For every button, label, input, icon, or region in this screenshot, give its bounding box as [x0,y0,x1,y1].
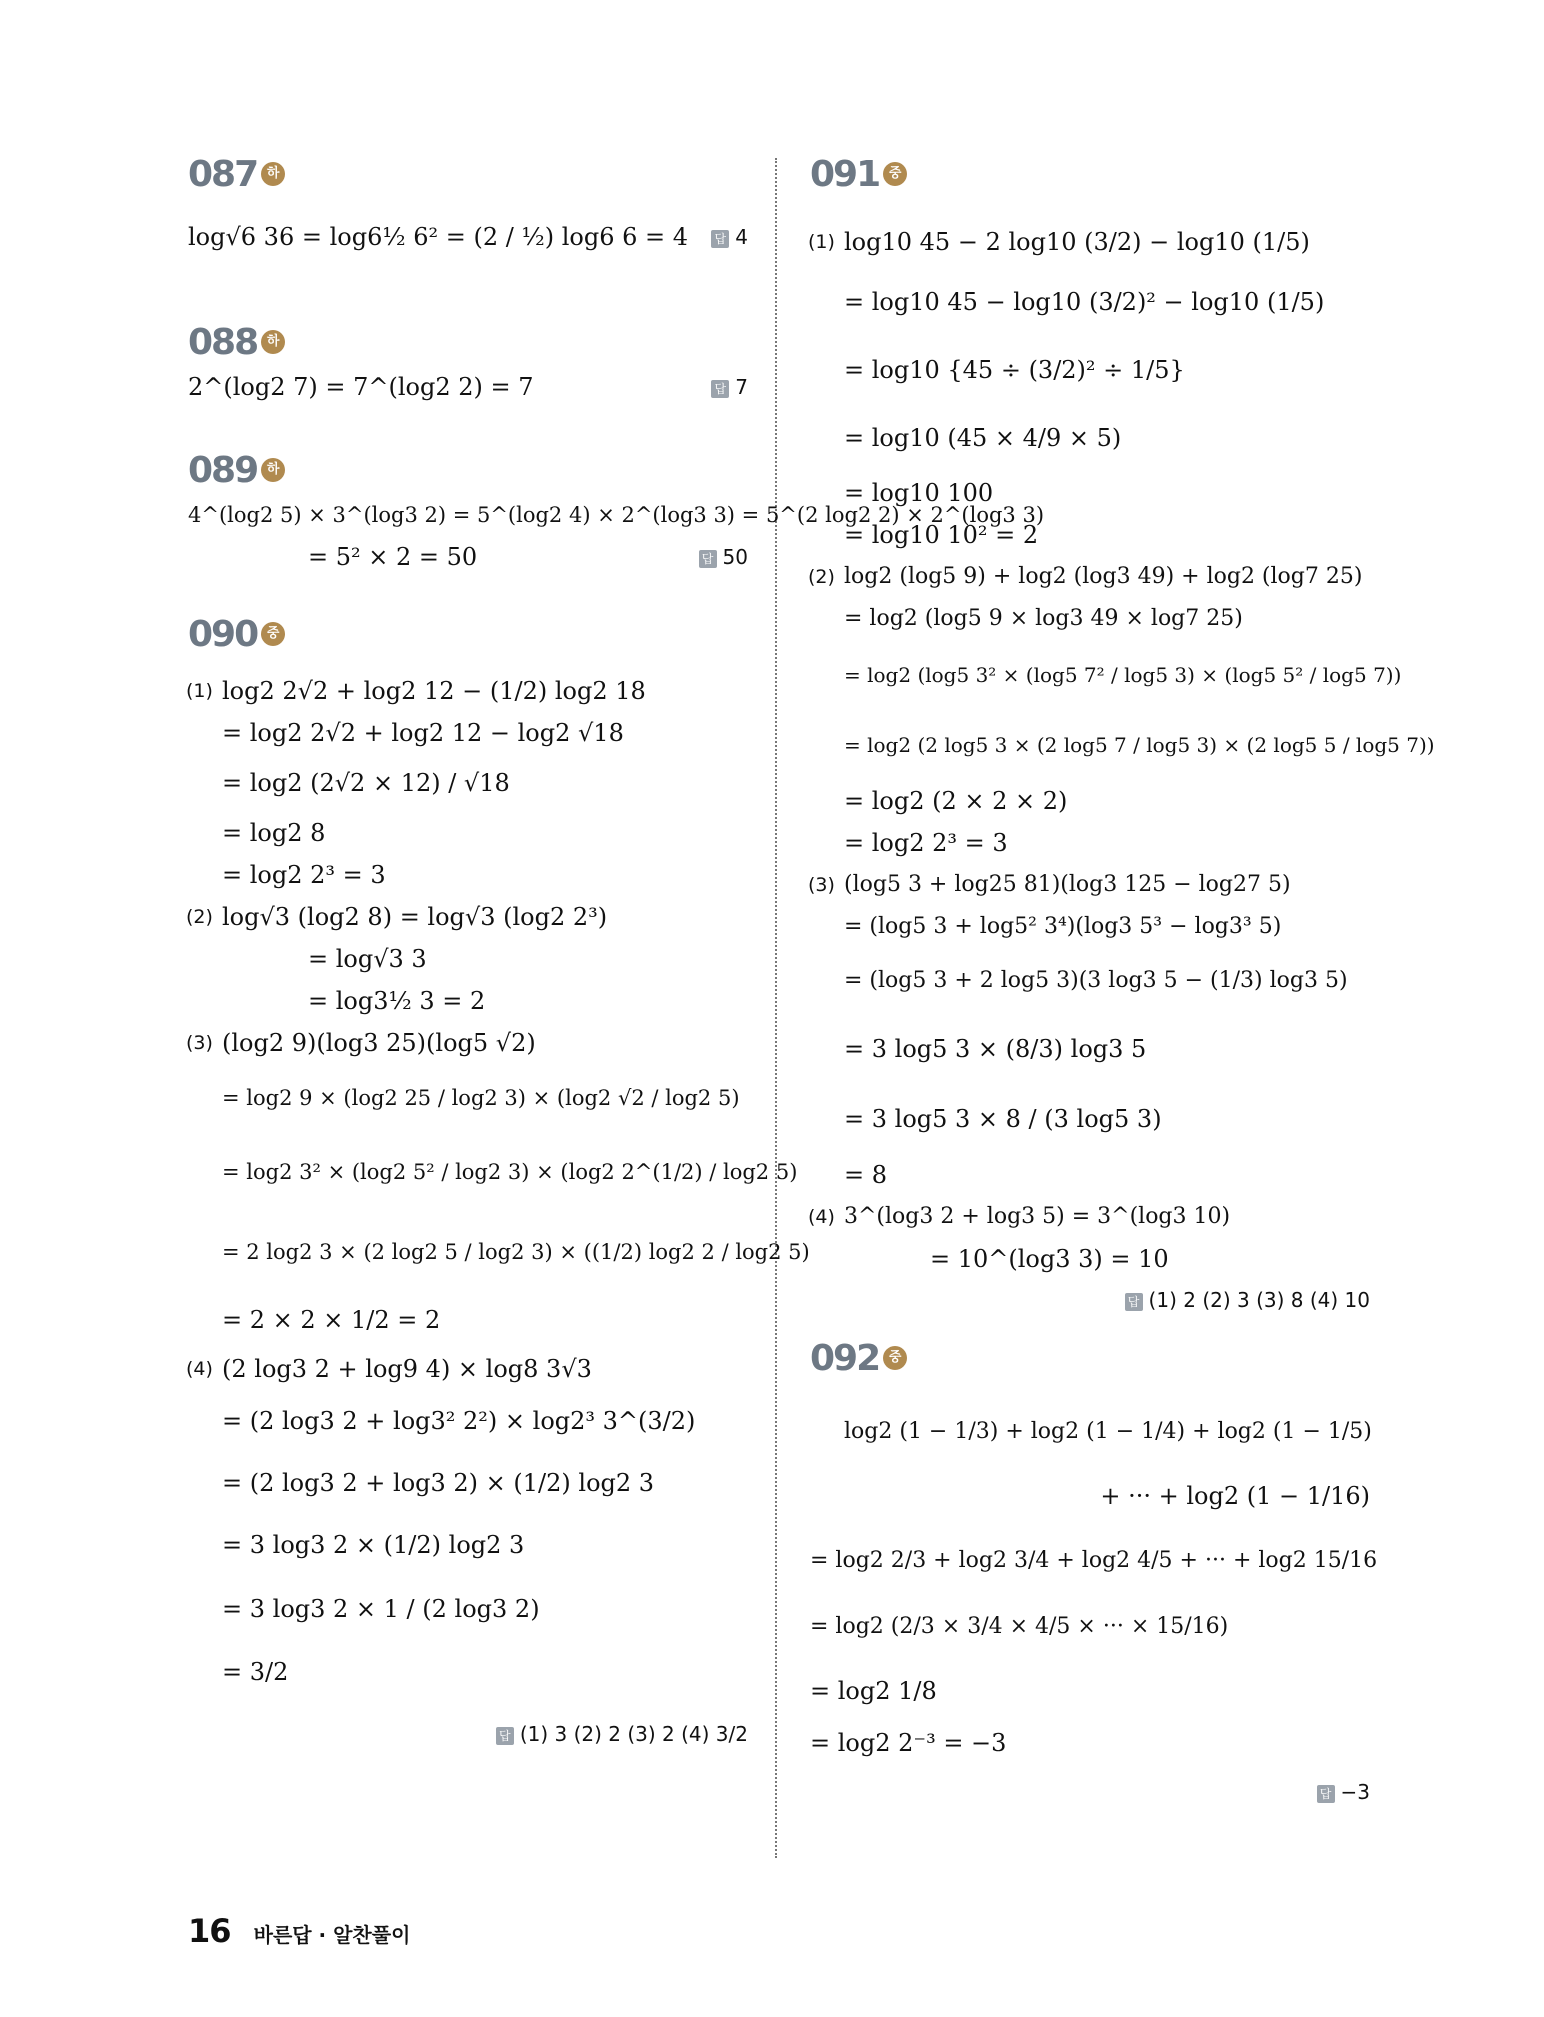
solution-line [810,1084,1370,1154]
solution-line [810,780,1370,822]
solution-line [810,404,1370,472]
solution-line [810,1464,1370,1528]
answer [711,366,748,408]
problem-088 [188,318,748,408]
solution-line [188,1292,748,1348]
answer-value: 50 [722,545,748,569]
solution-text: 3^(log3 2 + log3 5) = 3^(log3 10) [844,1204,1231,1229]
solution-text: = log10 45 − log10 (3/2)² − log10 (1/5) [844,288,1325,316]
solution-line [810,822,1370,864]
solution-line [188,1348,748,1390]
solution-text: = log10 10² = 2 [844,521,1039,549]
solution-line [188,754,748,812]
part-label: (4) [808,1206,835,1228]
level-badge: 하 [261,162,285,186]
solution-text: = 10^(log3 3) = 10 [930,1245,1169,1273]
solution-line [188,1390,748,1452]
solution-text: (log2 9)(log3 25)(log5 √2) [222,1029,536,1057]
problem-number: 091 [810,153,880,195]
problem-number: 089 [188,449,258,491]
solution-text: = log3½ 3 = 2 [308,987,486,1015]
answer [699,536,748,578]
answer-value: (1) 2 (2) 3 (3) 8 (4) 10 [1148,1288,1370,1312]
part-label: (4) [186,1358,213,1380]
solution-line [810,1722,1370,1764]
solution-line [188,712,748,754]
solution-text: = log2 9 × (log2 25 / log2 3) × (log2 √2 / log2 5) [222,1086,740,1110]
solution-text: = log2 (2 × 2 × 2) [844,787,1068,815]
solution-text: = log2 2⁻³ = −3 [810,1729,1007,1757]
solution-text: 4^(log2 5) × 3^(log3 2) = 5^(log2 4) × 2^(log3 3) = 5^(2 log2 2) × 2^(log3 3) [188,503,1045,527]
column-divider [775,158,777,1858]
solution-text: = 3 log3 2 × (1/2) log2 3 [222,1531,525,1559]
solution-line [810,1196,1370,1238]
solution-line [188,1064,748,1132]
answer [810,1772,1370,1812]
solution-line [810,1154,1370,1196]
problem-091 [808,150,1435,1320]
solution-text: = log2 (2√2 × 12) / √18 [222,769,510,797]
solution-line [188,366,748,408]
solution-text: = log2 8 [222,819,326,847]
level-badge: 하 [261,458,285,482]
solution-line [188,854,748,896]
solution-text: = (2 log3 2 + log3² 2²) × log2³ 3^(3/2) [222,1407,696,1435]
solution-line [810,336,1370,404]
solution-line [188,536,748,578]
solution-line [810,556,1370,598]
solution-line [810,598,1370,640]
level-badge: 중 [883,162,907,186]
solution-line [810,1400,1370,1464]
solution-text: = (log5 3 + 2 log5 3)(3 log3 5 − (1/3) log3 5) [844,968,1348,993]
answer-value: 4 [735,225,748,249]
solution-text: = log√3 3 [308,945,427,973]
answer-mark-icon: 답 [711,230,729,248]
solution-text: = log10 {45 ÷ (3/2)² ÷ 1/5} [844,356,1185,384]
solution-text: = log2 2³ = 3 [222,861,386,889]
problem-number: 092 [810,1337,880,1379]
solution-text: = log2 3² × (log2 5² / log2 3) × (log2 2^(1/2) / log2 5) [222,1160,798,1184]
solution-line [810,1238,1370,1280]
solution-line [188,1132,798,1212]
problem-number: 088 [188,321,258,363]
solution-line [810,514,1370,556]
answer [810,1280,1370,1320]
part-label: (2) [186,906,213,928]
page-number: 16 [188,1912,231,1950]
solution-text: = 8 [844,1161,888,1189]
part-label: (3) [186,1032,213,1054]
solution-text: = log2 2/3 + log2 3/4 + log2 4/5 + ··· + log2 15/16 [810,1548,1378,1573]
answer-mark-icon: 답 [1317,1785,1335,1803]
solution-text: = log2 2√2 + log2 12 − log2 √18 [222,719,624,747]
level-badge: 하 [261,330,285,354]
solution-text: = log10 100 [844,479,994,507]
level-badge: 중 [883,1346,907,1370]
solution-line [810,1528,1378,1594]
solution-text: = (log5 3 + log5² 3⁴)(log3 5³ − log3³ 5) [844,914,1282,939]
problem-number: 087 [188,153,258,195]
solution-line [188,1452,748,1514]
solution-line [188,1022,748,1064]
solution-text: (2 log3 2 + log9 4) × log8 3√3 [222,1355,592,1383]
solution-text: = 5² × 2 = 50 [308,543,478,571]
solution-line [810,710,1435,780]
solution-text: = log2 1/8 [810,1677,937,1705]
solution-line [810,906,1370,948]
part-label: (1) [808,231,835,253]
solution-line [188,1514,748,1576]
answer-mark-icon: 답 [1125,1293,1143,1311]
solution-text: 2^(log2 7) = 7^(log2 2) = 7 [188,373,534,401]
solution-text: log2 (1 − 1/3) + log2 (1 − 1/4) + log2 (1 − 1/5) [844,1419,1372,1444]
answer-value: 7 [735,375,748,399]
part-label: (2) [808,566,835,588]
solution-line [188,1642,748,1702]
solution-line [810,948,1370,1014]
problem-092 [810,1334,1378,1812]
solution-line [810,640,1402,710]
solution-line [810,268,1370,336]
solution-text: = 3 log5 3 × (8/3) log3 5 [844,1035,1147,1063]
level-badge: 중 [261,622,285,646]
right-column [808,150,1435,1812]
solution-line [188,216,748,276]
answer [188,1714,748,1754]
solution-text: = 3 log3 2 × 1 / (2 log3 2) [222,1595,540,1623]
solution-line [188,938,748,980]
answer-mark-icon: 답 [496,1727,514,1745]
problem-087 [188,150,748,276]
part-label: (3) [808,874,835,896]
solution-line [188,896,748,938]
solution-line [188,980,748,1022]
solution-text: = 2 log2 3 × (2 log2 5 / log2 3) × ((1/2) log2 2 / log2 5) [222,1240,810,1264]
solution-line [810,472,1370,514]
solution-text: log√3 (log2 8) = log√3 (log2 2³) [222,903,608,931]
answer-mark-icon: 답 [699,550,717,568]
solution-line [810,216,1370,268]
solution-line [810,1594,1370,1660]
solution-text: (log5 3 + log25 81)(log3 125 − log27 5) [844,872,1291,897]
solution-line [810,864,1370,906]
solution-text: + ··· + log2 (1 − 1/16) [1100,1482,1370,1510]
solution-text: log10 45 − 2 log10 (3/2) − log10 (1/5) [844,228,1310,256]
page-footer [188,1912,410,1950]
footer-title: 바른답 · 알찬풀이 [253,1923,411,1947]
answer-mark-icon: 답 [711,380,729,398]
solution-text: = 2 × 2 × 1/2 = 2 [222,1306,441,1334]
solution-text: = 3 log5 3 × 8 / (3 log5 3) [844,1105,1162,1133]
solution-line [188,1576,748,1642]
solution-text: log2 (log5 9) + log2 (log3 49) + log2 (log7 25) [844,564,1363,589]
solution-text: = log2 (2 log5 3 × (2 log5 7 / log5 3) × (2 log5 5 / log5 7)) [844,733,1435,757]
solution-line [188,670,748,712]
solution-line [810,1014,1370,1084]
solution-text: log2 2√2 + log2 12 − (1/2) log2 18 [222,677,646,705]
solution-text: = log10 (45 × 4/9 × 5) [844,424,1122,452]
solution-text: = log2 (log5 9 × log3 49 × log7 25) [844,606,1243,631]
answer-value: (1) 3 (2) 2 (3) 2 (4) 3/2 [519,1722,748,1746]
part-label: (1) [186,680,213,702]
answer-value: −3 [1340,1780,1370,1804]
solution-line [810,1660,1370,1722]
solution-line [188,1212,810,1292]
solution-line [188,812,748,854]
solution-text: = log2 (log5 3² × (log5 7² / log5 3) × (log5 5² / log5 7)) [844,663,1402,687]
problem-090 [186,610,810,1754]
answer [711,216,748,258]
solution-text: = 3/2 [222,1658,289,1686]
solution-text: = log2 (2/3 × 3/4 × 4/5 × ··· × 15/16) [810,1614,1229,1639]
solution-text: = log2 2³ = 3 [844,829,1008,857]
solution-text: = (2 log3 2 + log3 2) × (1/2) log2 3 [222,1469,655,1497]
problem-number: 090 [188,613,258,655]
solution-text: log√6 36 = log6½ 6² = (2 / ½) log6 6 = 4 [188,223,689,251]
